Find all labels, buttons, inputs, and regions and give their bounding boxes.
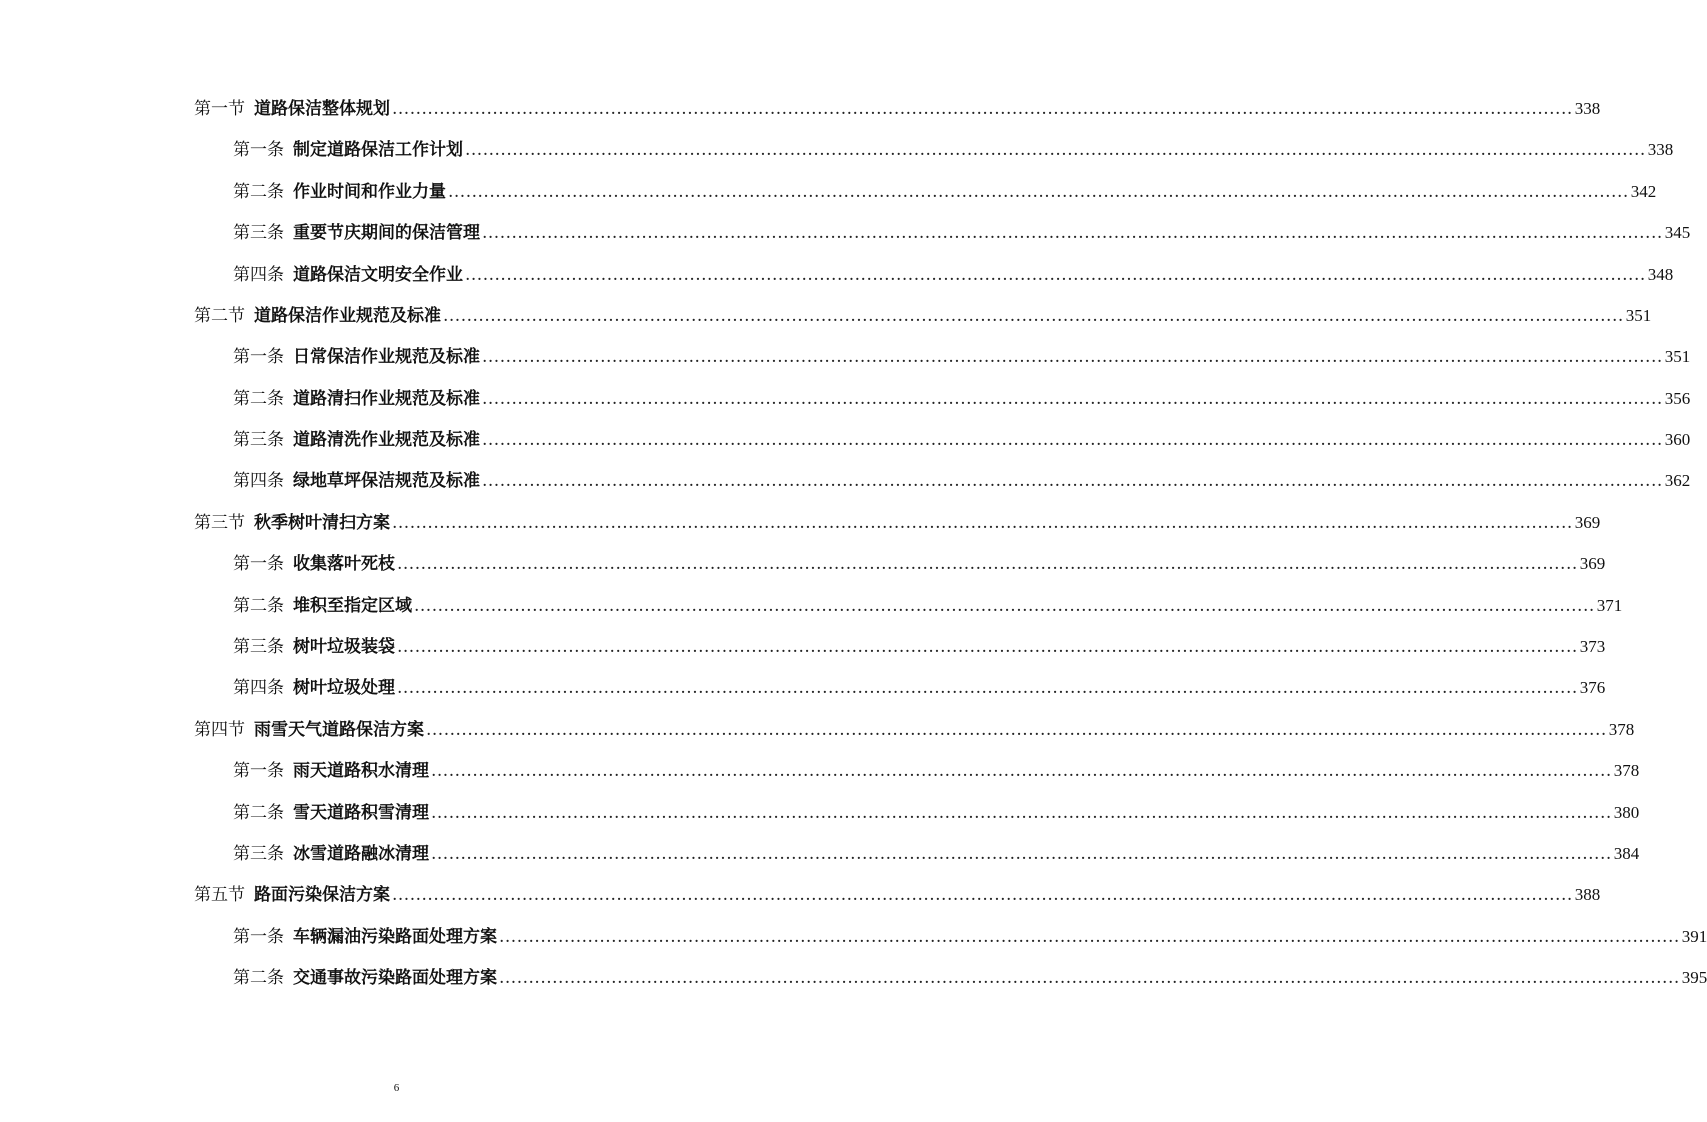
toc-dot-leader: ........................................................................................................................................................................................................ [414, 595, 1595, 616]
toc-entry-page: 348 [1647, 264, 1674, 284]
toc-dot-leader: ........................................................................................................................................................................................................ [448, 181, 1629, 202]
toc-section-entry[interactable] [194, 717, 1635, 743]
toc-dot-leader: ........................................................................................................................................................................................................ [397, 554, 1578, 575]
toc-dot-leader: ........................................................................................................................................................................................................ [465, 264, 1646, 285]
toc-entry-page: 380 [1613, 802, 1640, 822]
toc-entry-title: 道路清扫作业规范及标准 [293, 388, 480, 409]
toc-entry-title: 树叶垃圾处理 [293, 678, 395, 699]
toc-entry-page: 351 [1625, 305, 1652, 325]
toc-entry-number: 第二条 [233, 802, 284, 823]
toc-entry-page: 391 [1681, 926, 1707, 946]
toc-dot-leader: ........................................................................................................................................................................................................ [499, 926, 1680, 947]
toc-section-entry[interactable] [194, 882, 1601, 908]
toc-entry-number: 第一条 [233, 761, 284, 782]
toc-entry-page: 369 [1574, 512, 1601, 532]
toc-entry-page: 338 [1647, 140, 1674, 160]
toc-entry-number: 第四条 [233, 678, 284, 699]
toc-entry-title: 堆积至指定区域 [293, 595, 412, 616]
toc-dot-leader: ........................................................................................................................................................................................................ [499, 968, 1680, 988]
page-number: 6 [393, 1082, 400, 1094]
toc-entry-number: 第一条 [233, 554, 284, 575]
toc-subsection-entry[interactable] [233, 220, 1691, 246]
toc-entry-page: 345 [1664, 223, 1691, 243]
toc-entry-page: 338 [1574, 99, 1601, 118]
toc-dot-leader: ........................................................................................................................................................................................................ [431, 761, 1612, 782]
toc-entry-number: 第四节 [194, 719, 245, 740]
toc-entry-page: 373 [1579, 636, 1606, 656]
toc-entry-title: 道路保洁作业规范及标准 [254, 305, 441, 326]
toc-entry-number: 第三节 [194, 512, 245, 533]
toc-entry-number: 第一条 [233, 347, 284, 368]
toc-entry-number: 第二节 [194, 305, 245, 326]
toc-entry-page: 362 [1664, 471, 1691, 491]
toc-entry-number: 第五节 [194, 885, 245, 906]
toc-entry-page: 351 [1664, 347, 1691, 367]
toc-dot-leader: ........................................................................................................................................................................................................ [482, 430, 1663, 450]
toc-subsection-entry[interactable] [233, 427, 1691, 453]
toc-subsection-entry[interactable] [233, 841, 1640, 867]
toc-entry-title: 雪天道路积雪清理 [293, 802, 429, 823]
toc-subsection-entry[interactable] [233, 634, 1606, 660]
toc-entry-page: 356 [1664, 388, 1691, 408]
toc-entry-title: 收集落叶死枝 [293, 554, 395, 575]
toc-entry-number: 第一条 [233, 926, 284, 947]
toc-entry-title: 道路保洁整体规划 [254, 99, 390, 119]
toc-entry-title: 日常保洁作业规范及标准 [293, 347, 480, 368]
toc-dot-leader: ........................................................................................................................................................................................................ [482, 471, 1663, 492]
toc-entry-number: 第四条 [233, 471, 284, 492]
toc-entry-page: 376 [1579, 678, 1606, 698]
toc-entry-title: 雨天道路积水清理 [293, 761, 429, 782]
toc-entry-number: 第二条 [233, 181, 284, 202]
toc-subsection-entry[interactable] [233, 675, 1606, 701]
toc-section-entry[interactable] [194, 303, 1652, 329]
toc-dot-leader: ........................................................................................................................................................................................................ [392, 885, 1573, 906]
toc-subsection-entry[interactable] [233, 137, 1674, 163]
toc-entry-title: 雨雪天气道路保洁方案 [254, 719, 424, 740]
toc-subsection-entry[interactable] [233, 551, 1606, 577]
toc-entry-number: 第三条 [233, 430, 284, 450]
toc-dot-leader: ........................................................................................................................................................................................................ [392, 99, 1573, 119]
toc-dot-leader: ........................................................................................................................................................................................................ [431, 802, 1612, 823]
toc-entry-title: 绿地草坪保洁规范及标准 [293, 471, 480, 492]
toc-dot-leader: ........................................................................................................................................................................................................ [397, 678, 1578, 699]
toc-dot-leader: ........................................................................................................................................................................................................ [482, 388, 1663, 409]
toc-entry-page: 371 [1596, 595, 1623, 615]
toc-entry-page: 369 [1579, 554, 1606, 574]
toc-entry-number: 第二条 [233, 968, 284, 988]
toc-dot-leader: ........................................................................................................................................................................................................ [431, 843, 1612, 864]
toc-entry-title: 作业时间和作业力量 [293, 181, 446, 202]
toc-entry-number: 第三条 [233, 223, 284, 244]
toc-entry-title: 道路保洁文明安全作业 [293, 264, 463, 285]
toc-dot-leader: ........................................................................................................................................................................................................ [443, 305, 1624, 326]
toc-entry-page: 384 [1613, 843, 1640, 863]
toc-entry-title: 树叶垃圾装袋 [293, 636, 395, 657]
toc-entry-number: 第二条 [233, 388, 284, 409]
toc-entry-page: 342 [1630, 181, 1657, 201]
toc-entry-page: 360 [1664, 430, 1691, 449]
toc-entry-title: 交通事故污染路面处理方案 [293, 968, 497, 988]
toc-subsection-entry[interactable] [233, 344, 1691, 370]
toc-entry-number: 第一节 [194, 99, 245, 119]
toc-entry-title: 冰雪道路融冰清理 [293, 843, 429, 864]
toc-subsection-entry[interactable] [233, 386, 1691, 412]
toc-subsection-entry[interactable] [233, 179, 1657, 205]
toc-entry-number: 第三条 [233, 843, 284, 864]
toc-entry-page: 388 [1574, 885, 1601, 905]
toc-subsection-entry[interactable] [233, 800, 1640, 826]
toc-section-entry[interactable] [194, 96, 1601, 122]
toc-subsection-entry[interactable] [233, 593, 1623, 619]
toc-entry-page: 395 [1681, 968, 1707, 987]
toc-subsection-entry[interactable] [233, 468, 1691, 494]
toc-entry-number: 第三条 [233, 636, 284, 657]
toc-entry-page: 378 [1608, 719, 1635, 739]
toc-dot-leader: ........................................................................................................................................................................................................ [482, 347, 1663, 368]
toc-dot-leader: ........................................................................................................................................................................................................ [392, 512, 1573, 533]
toc-subsection-entry[interactable] [233, 965, 1707, 991]
toc-dot-leader: ........................................................................................................................................................................................................ [482, 223, 1663, 244]
toc-entry-title: 车辆漏油污染路面处理方案 [293, 926, 497, 947]
toc-section-entry[interactable] [194, 510, 1601, 536]
toc-entry-number: 第二条 [233, 595, 284, 616]
toc-entry-title: 路面污染保洁方案 [254, 885, 390, 906]
toc-entry-number: 第一条 [233, 140, 284, 161]
toc-subsection-entry[interactable] [233, 924, 1707, 950]
toc-dot-leader: ........................................................................................................................................................................................................ [397, 636, 1578, 657]
toc-entry-title: 制定道路保洁工作计划 [293, 140, 463, 161]
toc-entry-title: 道路清洗作业规范及标准 [293, 430, 480, 450]
toc-entry-number: 第四条 [233, 264, 284, 285]
toc-entry-page: 378 [1613, 761, 1640, 781]
toc-subsection-entry[interactable] [233, 758, 1640, 784]
toc-dot-leader: ........................................................................................................................................................................................................ [465, 140, 1646, 161]
toc-entry-title: 秋季树叶清扫方案 [254, 512, 390, 533]
toc-entry-title: 重要节庆期间的保洁管理 [293, 223, 480, 244]
toc-dot-leader: ........................................................................................................................................................................................................ [426, 719, 1607, 740]
toc-subsection-entry[interactable] [233, 262, 1674, 288]
